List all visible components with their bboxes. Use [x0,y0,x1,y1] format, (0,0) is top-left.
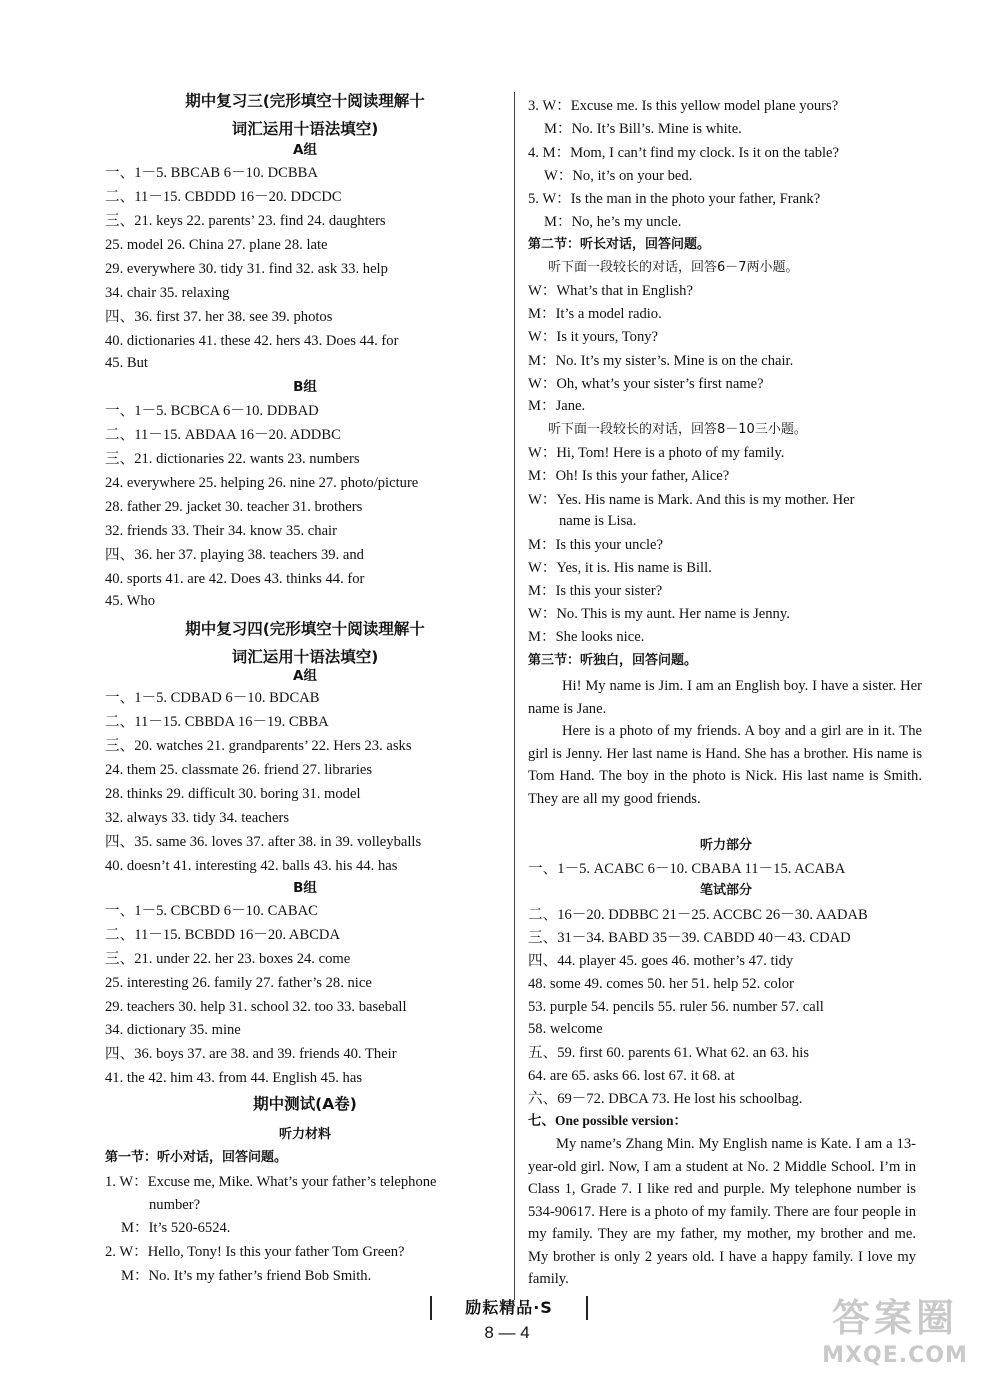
dialog-line: M：Is this your sister? [528,583,663,599]
answer-line: 25. model 26. China 27. plane 28. late [105,237,328,253]
answer-line: 25. interesting 26. family 27. father’s 28. nice [105,975,372,991]
answer-line: 32. always 33. tidy 34. teachers [105,810,289,826]
dialog-line: 5. W：Is the man in the photo your father, Frank? [528,191,821,207]
dialog-line: W：No, it’s on your bed. [544,168,693,184]
footer-brand: 励耘精品·S [430,1296,588,1320]
answer-line: 28. thinks 29. difficult 30. boring 31. model [105,786,361,802]
dialog-line: 4. M：Mom, I can’t find my clock. Is it on the table? [528,145,840,161]
monologue-paragraph-2: Here is a photo of my friends. A boy and a girl are in it. The girl is Jenny. Her last name is Hand. She has a brother. His name is Tom Hand. The boy in the photo is Nick. His last name is Smith. They are all my good friends. [528,723,922,807]
dialog-line: W：Is it yours, Tony? [528,329,659,345]
section1-label: 第一节：听小对话，回答问题。 [105,1150,288,1165]
dialog-line: W：Yes, it is. His name is Bill. [528,560,712,576]
answer-line: 58. welcome [528,1021,603,1037]
section3-label: 第三节：听独白，回答问题。 [528,653,698,668]
answer-line: 四、36. boys 37. are 38. and 39. friends 40. Their [105,1046,397,1062]
section2-label: 第二节：听长对话，回答问题。 [528,237,711,252]
answer-line: 三、31－34. BABD 35－39. CABDD 40－43. CDAD [528,930,851,946]
answer-line: 24. them 25. classmate 26. friend 27. libraries [105,762,373,778]
watermark-line1: 答案圈 [831,1296,958,1340]
dialog-line: name is Lisa. [559,513,637,529]
answer-line: 40. sports 41. are 42. Does 43. thinks 44. for [105,571,365,587]
dialog-line: M：It’s 520-6524. [121,1220,231,1236]
dialog-line: M：Jane. [528,398,586,414]
answer-line: 二、11－15. BCBDD 16－20. ABCDA [105,927,341,943]
answer-line: 24. everywhere 25. helping 26. nine 27. photo/picture [105,475,419,491]
answer-line: 53. purple 54. pencils 55. ruler 56. number 57. call [528,999,824,1015]
review4-title-line1: 期中复习四(完形填空十阅读理解十 [185,620,425,638]
dialog-line: W：What’s that in English? [528,283,693,299]
answer-line: 五、59. first 60. parents 61. What 62. an 63. his [528,1045,810,1061]
dialog-line: M：She looks nice. [528,629,645,645]
dialog-line: W：Oh, what’s your sister’s first name? [528,376,764,392]
answer-line: 29. teachers 30. help 31. school 32. too 33. baseball [105,999,407,1015]
section2-intro2: 听下面一段较长的对话，回答8－10三小题。 [548,422,807,437]
review4-title-line2: 词汇运用十语法填空) [231,648,379,666]
answer-line: 34. chair 35. relaxing [105,285,230,301]
answer-line: 48. some 49. comes 50. her 51. help 52. color [528,976,794,992]
section2-intro1: 听下面一段较长的对话，回答6－7两小题。 [548,260,799,275]
answer-line: 二、11－15. CBBDA 16－19. CBBA [105,714,329,730]
answer-line: 三、20. watches 21. grandparents’ 22. Hers 23. asks [105,738,412,754]
answer-line: 四、44. player 45. goes 46. mother’s 47. tidy [528,953,794,969]
answer-line: 二、11－15. ABDAA 16－20. ADDBC [105,427,341,443]
review3-title-line1: 期中复习三(完形填空十阅读理解十 [185,92,425,110]
answer-line: 45. But [105,355,148,371]
answer-line: 三、21. keys 22. parents’ 23. find 24. daughters [105,213,386,229]
dialog-line: W：No. This is my aunt. Her name is Jenny. [528,606,790,622]
version-label: 七、One possible version： [528,1113,688,1128]
dialog-line: 1. W：Excuse me, Mike. What’s your father’s telephone [105,1174,437,1190]
listening-part-label: 听力部分 [699,838,752,853]
dialog-line: 3. W：Excuse me. Is this yellow model plane yours? [528,98,839,114]
answer-line: 32. friends 33. Their 34. know 35. chair [105,523,337,539]
answer-line: 40. doesn’t 41. interesting 42. balls 43. his 44. has [105,858,398,874]
review3-group-b-label: B组 [293,379,317,395]
dialog-line: M：No. It’s my father’s friend Bob Smith. [121,1268,372,1284]
dialog-line: M：No. It’s Bill’s. Mine is white. [544,121,742,137]
answer-line: 29. everywhere 30. tidy 31. find 32. ask 33. help [105,261,388,277]
model-essay: My name’s Zhang Min. My English name is Kate. I am a 13-year-old girl. Now, I am a student at No. 2 Middle School. I’m in Class 1, Grade 7. I like red and purple. My telephone number is 534-90617. Here is a photo of my family. There are four people in my family. They are my father, my mother, my brother and me. My brother is only 2 years old. I have a happy family. I love my family. [528,1136,916,1287]
dialog-line: M：Is this your uncle? [528,537,663,553]
answer-line: 二、11－15. CBDDD 16－20. DDCDC [105,189,342,205]
answer-line: 34. dictionary 35. mine [105,1022,241,1038]
midterm-title: 期中测试(A卷) [253,1095,357,1113]
answer-line: 三、21. dictionaries 22. wants 23. numbers [105,451,360,467]
answer-line: 二、16－20. DDBBC 21－25. ACCBC 26－30. AADAB [528,907,868,923]
answer-line: 45. Who [105,593,155,609]
answer-line: 一、1－5. CBCBD 6－10. CABAC [105,903,318,919]
review3-title-line2: 词汇运用十语法填空) [231,120,379,138]
listening-material-label: 听力材料 [278,1127,331,1142]
dialog-line: 2. W：Hello, Tony! Is this your father Tom Green? [105,1244,405,1260]
dialog-line: W：Yes. His name is Mark. And this is my mother. Her [528,492,855,508]
review4-group-a-label: A组 [293,668,317,684]
answer-line: 64. are 65. asks 66. lost 67. it 68. at [528,1068,735,1084]
answer-line: 四、36. first 37. her 38. see 39. photos [105,309,333,325]
answer-line: 四、35. same 36. loves 37. after 38. in 39. volleyballs [105,834,422,850]
dialog-line: number? [149,1197,201,1213]
page-number: 8 — 4 [484,1323,530,1342]
answer-line: 一、1－5. BCBCA 6－10. DDBAD [105,403,319,419]
dialog-line: M：No. It’s my sister’s. Mine is on the chair. [528,353,794,369]
answer-line: 41. the 42. him 43. from 44. English 45. has [105,1070,362,1086]
dialog-line: M：Oh! Is this your father, Alice? [528,468,730,484]
answer-line: 一、1－5. CDBAD 6－10. BDCAB [105,690,320,706]
answer-line: 三、21. under 22. her 23. boxes 24. come [105,951,351,967]
answer-line: 28. father 29. jacket 30. teacher 31. brothers [105,499,363,515]
answer-line: 40. dictionaries 41. these 42. hers 43. Does 44. for [105,333,399,349]
watermark-line2: MXQE.COM [822,1343,968,1368]
column-divider [514,92,515,1300]
monologue-paragraph-1: Hi! My name is Jim. I am an English boy. I have a sister. Her name is Jane. [528,678,922,717]
answer-line: 四、36. her 37. playing 38. teachers 39. and [105,547,364,563]
dialog-line: W：Hi, Tom! Here is a photo of my family. [528,445,785,461]
answer-line: 六、69－72. DBCA 73. He lost his schoolbag. [528,1091,803,1107]
watermark-logo [800,1294,990,1379]
review3-group-a-label: A组 [293,142,317,158]
answer-line: 一、1－5. ACABC 6－10. CBABA 11－15. ACABA [528,861,846,877]
review4-group-b-label: B组 [293,880,317,896]
answer-line: 一、1－5. BBCAB 6－10. DCBBA [105,165,318,181]
dialog-line: M：No, he’s my uncle. [544,214,682,230]
dialog-line: M：It’s a model radio. [528,306,662,322]
written-part-label: 笔试部分 [699,883,752,898]
